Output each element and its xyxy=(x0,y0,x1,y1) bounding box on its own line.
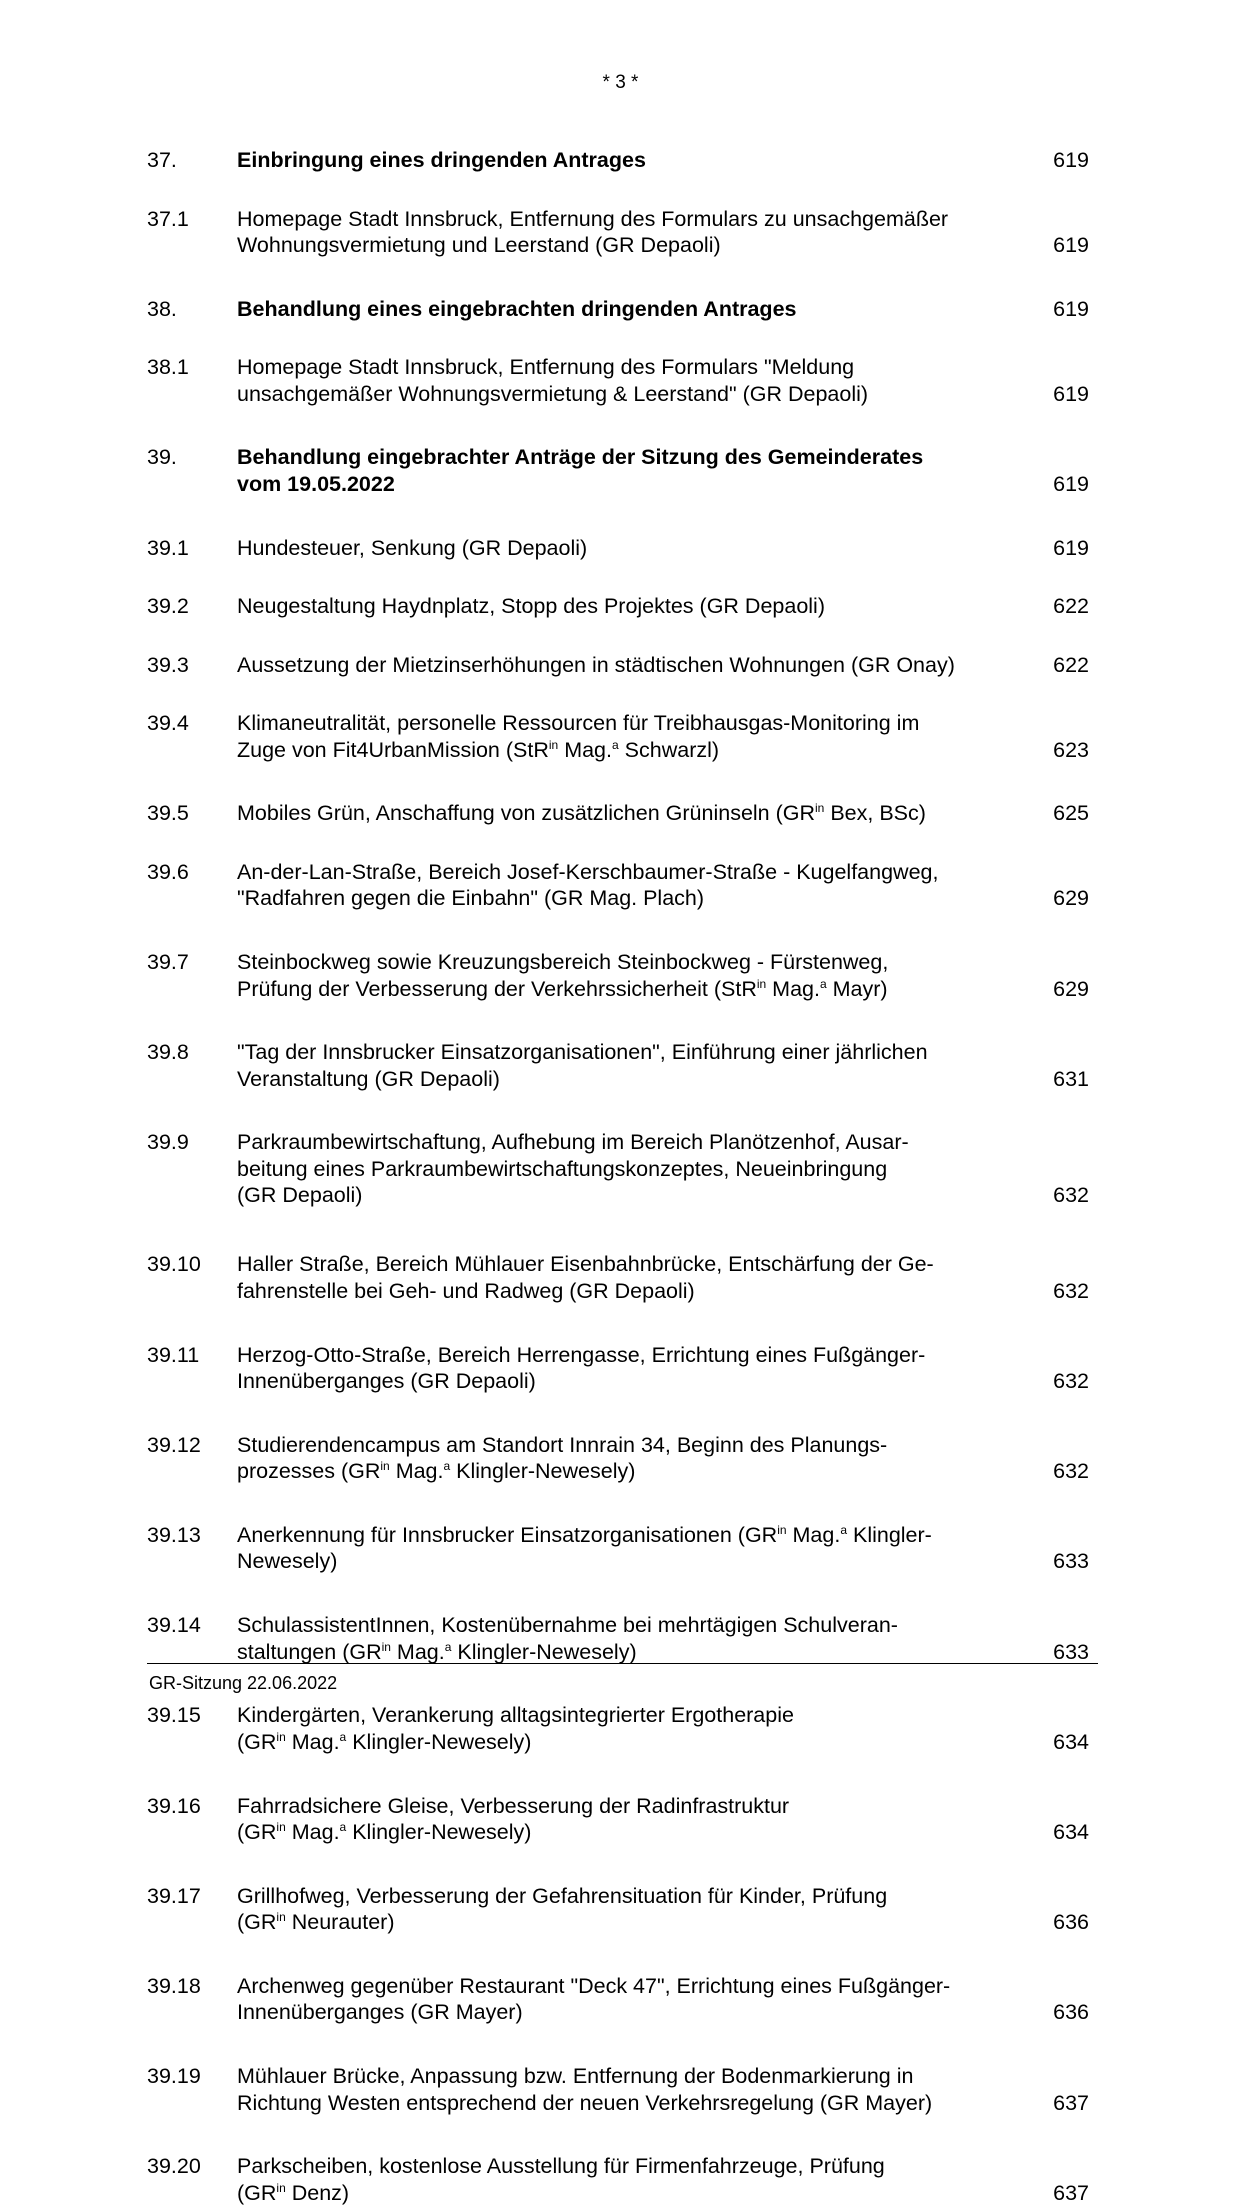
toc-entry-title: Steinbockweg sowie Kreuzungsbereich Steinbockweg - Fürstenweg, Prüfung der Verbesserung der Verkehrssicherheit (StR$^{in}$ Mag.$^a$ Mayr) xyxy=(237,950,889,1001)
toc-entry-page: 632 xyxy=(1053,1183,1089,1208)
toc-entry xyxy=(147,859,1093,912)
toc-entry-number: 39.3 xyxy=(147,652,189,677)
toc-entry-page: 623 xyxy=(1053,737,1089,762)
toc-entry xyxy=(147,949,1093,1002)
toc-entry-title: "Tag der Innsbrucker Einsatzorganisationen", Einführung einer jährlichen Veranstaltung (GR Depaoli) xyxy=(237,1040,928,1091)
toc-entry-page: 632 xyxy=(1053,1369,1089,1393)
toc-entry-page: 633 xyxy=(1053,1639,1089,1664)
toc-entry xyxy=(147,710,1093,763)
toc-entry-number: 39.2 xyxy=(147,594,189,619)
toc-entry-title: Behandlung eingebrachter Anträge der Sitzung des Gemeinderates vom 19.05.2022 xyxy=(237,445,924,496)
toc-entry-page: 619 xyxy=(1053,296,1089,321)
toc-entry-page: 629 xyxy=(1053,976,1089,1001)
toc-entry xyxy=(147,354,1093,407)
toc-entry-title: Haller Straße, Bereich Mühlauer Eisenbahnbrücke, Entschärfung der Ge- fahrenstelle bei Geh- und Radweg (GR Depaoli) xyxy=(237,1252,934,1303)
toc-entry-page: 622 xyxy=(1053,594,1089,619)
toc-entry-page: 632 xyxy=(1053,1278,1089,1303)
toc-entry xyxy=(147,1793,1093,1846)
toc-entry-number: 37. xyxy=(147,148,177,172)
toc-entry xyxy=(147,2153,1093,2206)
toc-entry-number: 39.11 xyxy=(147,1342,200,1367)
toc-entry-page: 636 xyxy=(1053,2000,1089,2025)
toc-entry-title: Klimaneutralität, personelle Ressourcen für Treibhausgas-Monitoring im Zuge von Fit4UrbanMission (StR$^{in}$ Mag.$^a$ Schwarzl) xyxy=(237,711,920,762)
toc-entry-title: Parkscheiben, kostenlose Ausstellung für Firmenfahrzeuge, Prüfung ($GR^{in}$ Denz) xyxy=(237,2154,885,2205)
toc-entry xyxy=(147,800,1093,827)
toc-entry-title: SchulassistentInnen, Kostenübernahme bei mehrtägigen Schulveran- staltungen ($GR^{in}$ Mag.$^a$ Klingler-Newesely) xyxy=(237,1613,898,1664)
toc-entry xyxy=(147,1129,1093,1209)
toc-entry-page: 634 xyxy=(1053,1820,1089,1844)
toc-entry-title: Homepage Stadt Innsbruck, Entfernung des Formulars zu unsachgemäßer Wohnungsvermietung und Leerstand (GR Depaoli) xyxy=(237,206,949,257)
toc-entry-number: 39.9 xyxy=(147,1130,189,1155)
toc-entry xyxy=(147,1342,1093,1395)
toc-entry-number: 39.12 xyxy=(147,1432,201,1457)
toc-entry-page: 633 xyxy=(1053,1549,1089,1574)
toc-entry-title: Herzog-Otto-Straße, Bereich Herrengasse, Errichtung eines Fußgänger- Innenüberganges (GR Depaoli) xyxy=(237,1342,926,1393)
toc-entry-title: Mobiles Grün, Anschaffung von zusätzlichen Grüninseln ($GR^{in}$ Bex, BSc) xyxy=(237,801,926,826)
toc-entry-page: 637 xyxy=(1053,2090,1089,2115)
toc-entry-number: 38. xyxy=(147,296,177,321)
toc-entry-page: 625 xyxy=(1053,801,1089,826)
page-number: * 3 * xyxy=(602,72,639,93)
toc-entry xyxy=(147,1883,1093,1936)
toc-entry-number: 39.10 xyxy=(147,1252,201,1277)
toc-entry xyxy=(147,1251,1093,1304)
toc-entry-title: Grillhofweg, Verbesserung der Gefahrensituation für Kinder, Prüfung ($GR^{in}$ Neurauter) xyxy=(237,1883,888,1935)
toc-entry-page: 632 xyxy=(1053,1459,1089,1484)
toc-entry xyxy=(147,1973,1093,2026)
footer-date: GR-Sitzung 22.06.2022 xyxy=(149,1673,338,1693)
toc-entry xyxy=(147,147,1093,174)
toc-entry-title: Hundesteuer, Senkung (GR Depaoli) xyxy=(237,535,588,560)
toc-entry-title: Einbringung eines dringenden Antrages xyxy=(237,148,646,172)
toc-entry-title: An-der-Lan-Straße, Bereich Josef-Kerschbaumer-Straße - Kugelfangweg, "Radfahren gegen die Einbahn" (GR Mag. Plach) xyxy=(237,859,939,911)
toc-entry xyxy=(147,1039,1093,1092)
toc-entry-number: 39.17 xyxy=(147,1883,201,1908)
toc-entry-page: 619 xyxy=(1053,381,1089,406)
toc-entry-page: 619 xyxy=(1053,535,1089,560)
toc-entry-title: Studierendencampus am Standort Innrain 34, Beginn des Planungs- prozesses ($GR^{in}$ Mag.$^a$ Klingler-Newesely) xyxy=(237,1432,888,1484)
toc-entry xyxy=(147,1432,1093,1485)
toc-entry-number: 38.1 xyxy=(147,355,189,380)
toc-entry-page: 619 xyxy=(1053,148,1089,172)
toc-entry xyxy=(147,206,1093,259)
toc-entry-page: 637 xyxy=(1053,2180,1089,2205)
toc-entry-title: Mühlauer Brücke, Anpassung bzw. Entfernung der Bodenmarkierung in Richtung Westen entsprechend der neuen Verkehrsregelung (GR Mayer) xyxy=(237,2064,933,2115)
toc-entry-title: Homepage Stadt Innsbruck, Entfernung des Formulars "Meldung unsachgemäßer Wohnungsvermietung & Leerstand" (GR Depaoli) xyxy=(237,355,869,406)
toc-entry-number: 39.20 xyxy=(147,2154,201,2179)
toc-entry-title: Anerkennung für Innsbrucker Einsatzorganisationen ($GR^{in}$ Mag.$^a$ Klingler- Newesely) xyxy=(237,1522,932,1574)
toc-entry-number: 39.16 xyxy=(147,1793,201,1818)
footer-divider xyxy=(147,1663,1098,1664)
toc-entry-number: 39. xyxy=(147,445,177,470)
toc-entry-page: 631 xyxy=(1053,1066,1089,1091)
toc-entry-page: 634 xyxy=(1053,1729,1089,1754)
toc-entry xyxy=(147,593,1093,620)
toc-entry-page: 619 xyxy=(1053,233,1089,257)
toc-entry-number: 37.1 xyxy=(147,206,189,231)
toc-entry xyxy=(147,1612,1093,1665)
toc-entry-page: 636 xyxy=(1053,1910,1089,1935)
toc-entry-number: 39.19 xyxy=(147,2064,201,2089)
toc-entry xyxy=(147,1522,1093,1575)
toc-entry-title: Fahrradsichere Gleise, Verbesserung der Radinfrastruktur ($GR^{in}$ Mag.$^a$ Klingler-Newesely) xyxy=(237,1793,790,1844)
toc-entry-number: 39.8 xyxy=(147,1040,189,1065)
toc-entry-number: 39.5 xyxy=(147,801,189,826)
toc-entry-title: Aussetzung der Mietzinserhöhungen in städtischen Wohnungen (GR Onay) xyxy=(237,652,955,677)
toc-entry xyxy=(147,444,1093,497)
toc-entry-number: 39.7 xyxy=(147,950,189,974)
toc-entry-number: 39.14 xyxy=(147,1613,201,1638)
toc-entry xyxy=(147,2063,1093,2116)
toc-entry xyxy=(147,296,1093,323)
toc-entry-title: Neugestaltung Haydnplatz, Stopp des Projektes (GR Depaoli) xyxy=(237,594,825,619)
toc-entry-title: Parkraumbewirtschaftung, Aufhebung im Bereich Planötzenhof, Ausar- beitung eines Parkraumbewirtschaftungskonzeptes, Neueinbringung (GR Depaoli) xyxy=(237,1130,909,1208)
toc-entry-number: 39.18 xyxy=(147,1973,201,1998)
toc-entry-number: 39.4 xyxy=(147,711,189,736)
toc-entry-number: 39.13 xyxy=(147,1522,201,1547)
toc-entry-number: 39.15 xyxy=(147,1703,201,1728)
toc-entry-page: 619 xyxy=(1053,471,1089,496)
toc-entry-title: Kindergärten, Verankerung alltagsintegrierter Ergotherapie ($GR^{in}$ Mag.$^a$ Klingler-Newesely) xyxy=(237,1703,794,1754)
toc-entry-page: 622 xyxy=(1053,652,1089,677)
toc-entry xyxy=(147,652,1093,679)
toc-entry xyxy=(147,535,1093,562)
toc-entry-page: 629 xyxy=(1053,886,1089,911)
toc-entry-title: Behandlung eines eingebrachten dringenden Antrages xyxy=(237,296,797,321)
toc-entry-title: Archenweg gegenüber Restaurant "Deck 47", Errichtung eines Fußgänger- Innenüberganges (GR Mayer) xyxy=(237,1973,951,2025)
toc-entry-number: 39.1 xyxy=(147,535,189,560)
toc-entry-number: 39.6 xyxy=(147,859,189,884)
toc-entry xyxy=(147,1702,1093,1755)
